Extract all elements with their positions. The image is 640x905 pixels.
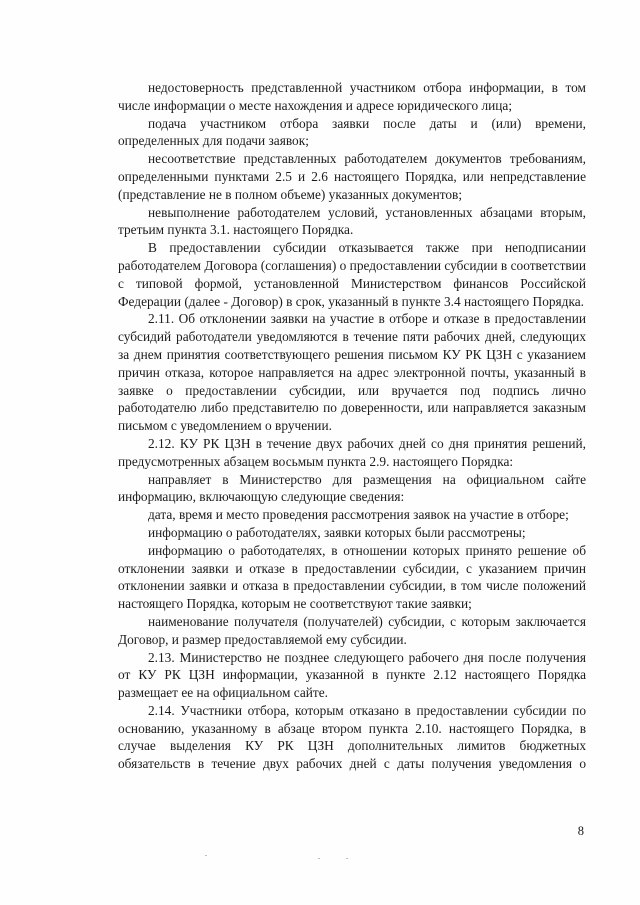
paragraph-rejected-employers: информацию о работодателях, в отношении которых принято решение об отклонении заявки и отказе в предоставлении субсидии, с указанием причин отклонении заявки и отказа в предоставлении субсидии, в том числе положений настоящего Порядка, которым не соответствуют такие заявки; [118,542,586,612]
scan-speck [318,858,320,859]
paragraph-conditions-not-met: невыполнение работодателем условий, установленных абзацами вторым, третьим пункта 3.1. настоящего Порядка. [118,204,586,238]
paragraph-refusal-unsigned-contract: В предоставлении субсидии отказывается также при неподписании работодателем Договора (соглашения) о предоставлении субсидии в соответствии с типовой формой, установленной Министерством финансов Российской Федерации (далее - Договор) в срок, указанный в пункте 3.4 настоящего Порядка. [118,240,586,309]
page-number: 8 [577,824,584,838]
paragraph-2-12: 2.12. КУ РК ЦЗН в течение двух рабочих дней со дня принятия решений, предусмотренных абзацем восьмым пункта 2.9. настоящего Порядка: [118,435,586,469]
paragraph-late-submission: подача участником отбора заявки после даты и (или) времени, определенных для подачи заявок; [118,115,586,149]
paragraph-sends-to-ministry: направляет в Министерство для размещения на официальном сайте информацию, включающую следующие сведения: [118,471,586,505]
paragraph-recipient-name: наименование получателя (получателей) субсидии, с которым заключается Договор, и размер предоставляемой ему субсидии. [118,613,586,647]
paragraph-date-time-place: дата, время и место проведения рассмотрения заявок на участие в отборе; [148,507,569,523]
paragraph-document-mismatch: несоответствие представленных работодателем документов требованиям, определенными пунктами 2.5 и 2.6 настоящего Порядка, или непредставление (представление не в полном объеме) указанных документов; [118,151,586,202]
scan-speck [205,855,207,856]
scan-speck [346,858,348,859]
document-body [118,79,586,773]
paragraph-unreliable-info: недостоверность представленной участником отбора информации, в том числе информации о месте нахождения и адресе юридического лица; [118,80,586,113]
paragraph-2-11: 2.11. Об отклонении заявки на участие в отборе и отказе в предоставлении субсидий работодатели уведомляются в течение пяти рабочих дней, следующих за днем принятия соответствующего решения письмом КУ РК ЦЗН с указанием причин отказа, которое направляется на адрес электронной почты, указанный в заявке о предоставлении субсидии, или вручается под подпись лично работодателю либо представителю по доверенности, или направляется заказным письмом с уведомлением о вручении. [118,311,586,434]
paragraph-2-14: 2.14. Участники отбора, которым отказано в предоставлении субсидии по основанию, указанному в абзаце втором пункта 2.10. настоящего Порядка, в случае выделения КУ РК ЦЗН дополнительных лимитов бюджетных обязательств в течение двух рабочих дней с даты получения уведомления о [118,702,586,772]
paragraph-reviewed-employers: информацию о работодателях, заявки которых были рассмотрены; [148,524,526,540]
paragraph-2-13: 2.13. Министерство не позднее следующего рабочего дня после получения от КУ РК ЦЗН информации, указанной в пункте 2.12 настоящего Порядка размещает ее на официальном сайте. [118,649,586,701]
